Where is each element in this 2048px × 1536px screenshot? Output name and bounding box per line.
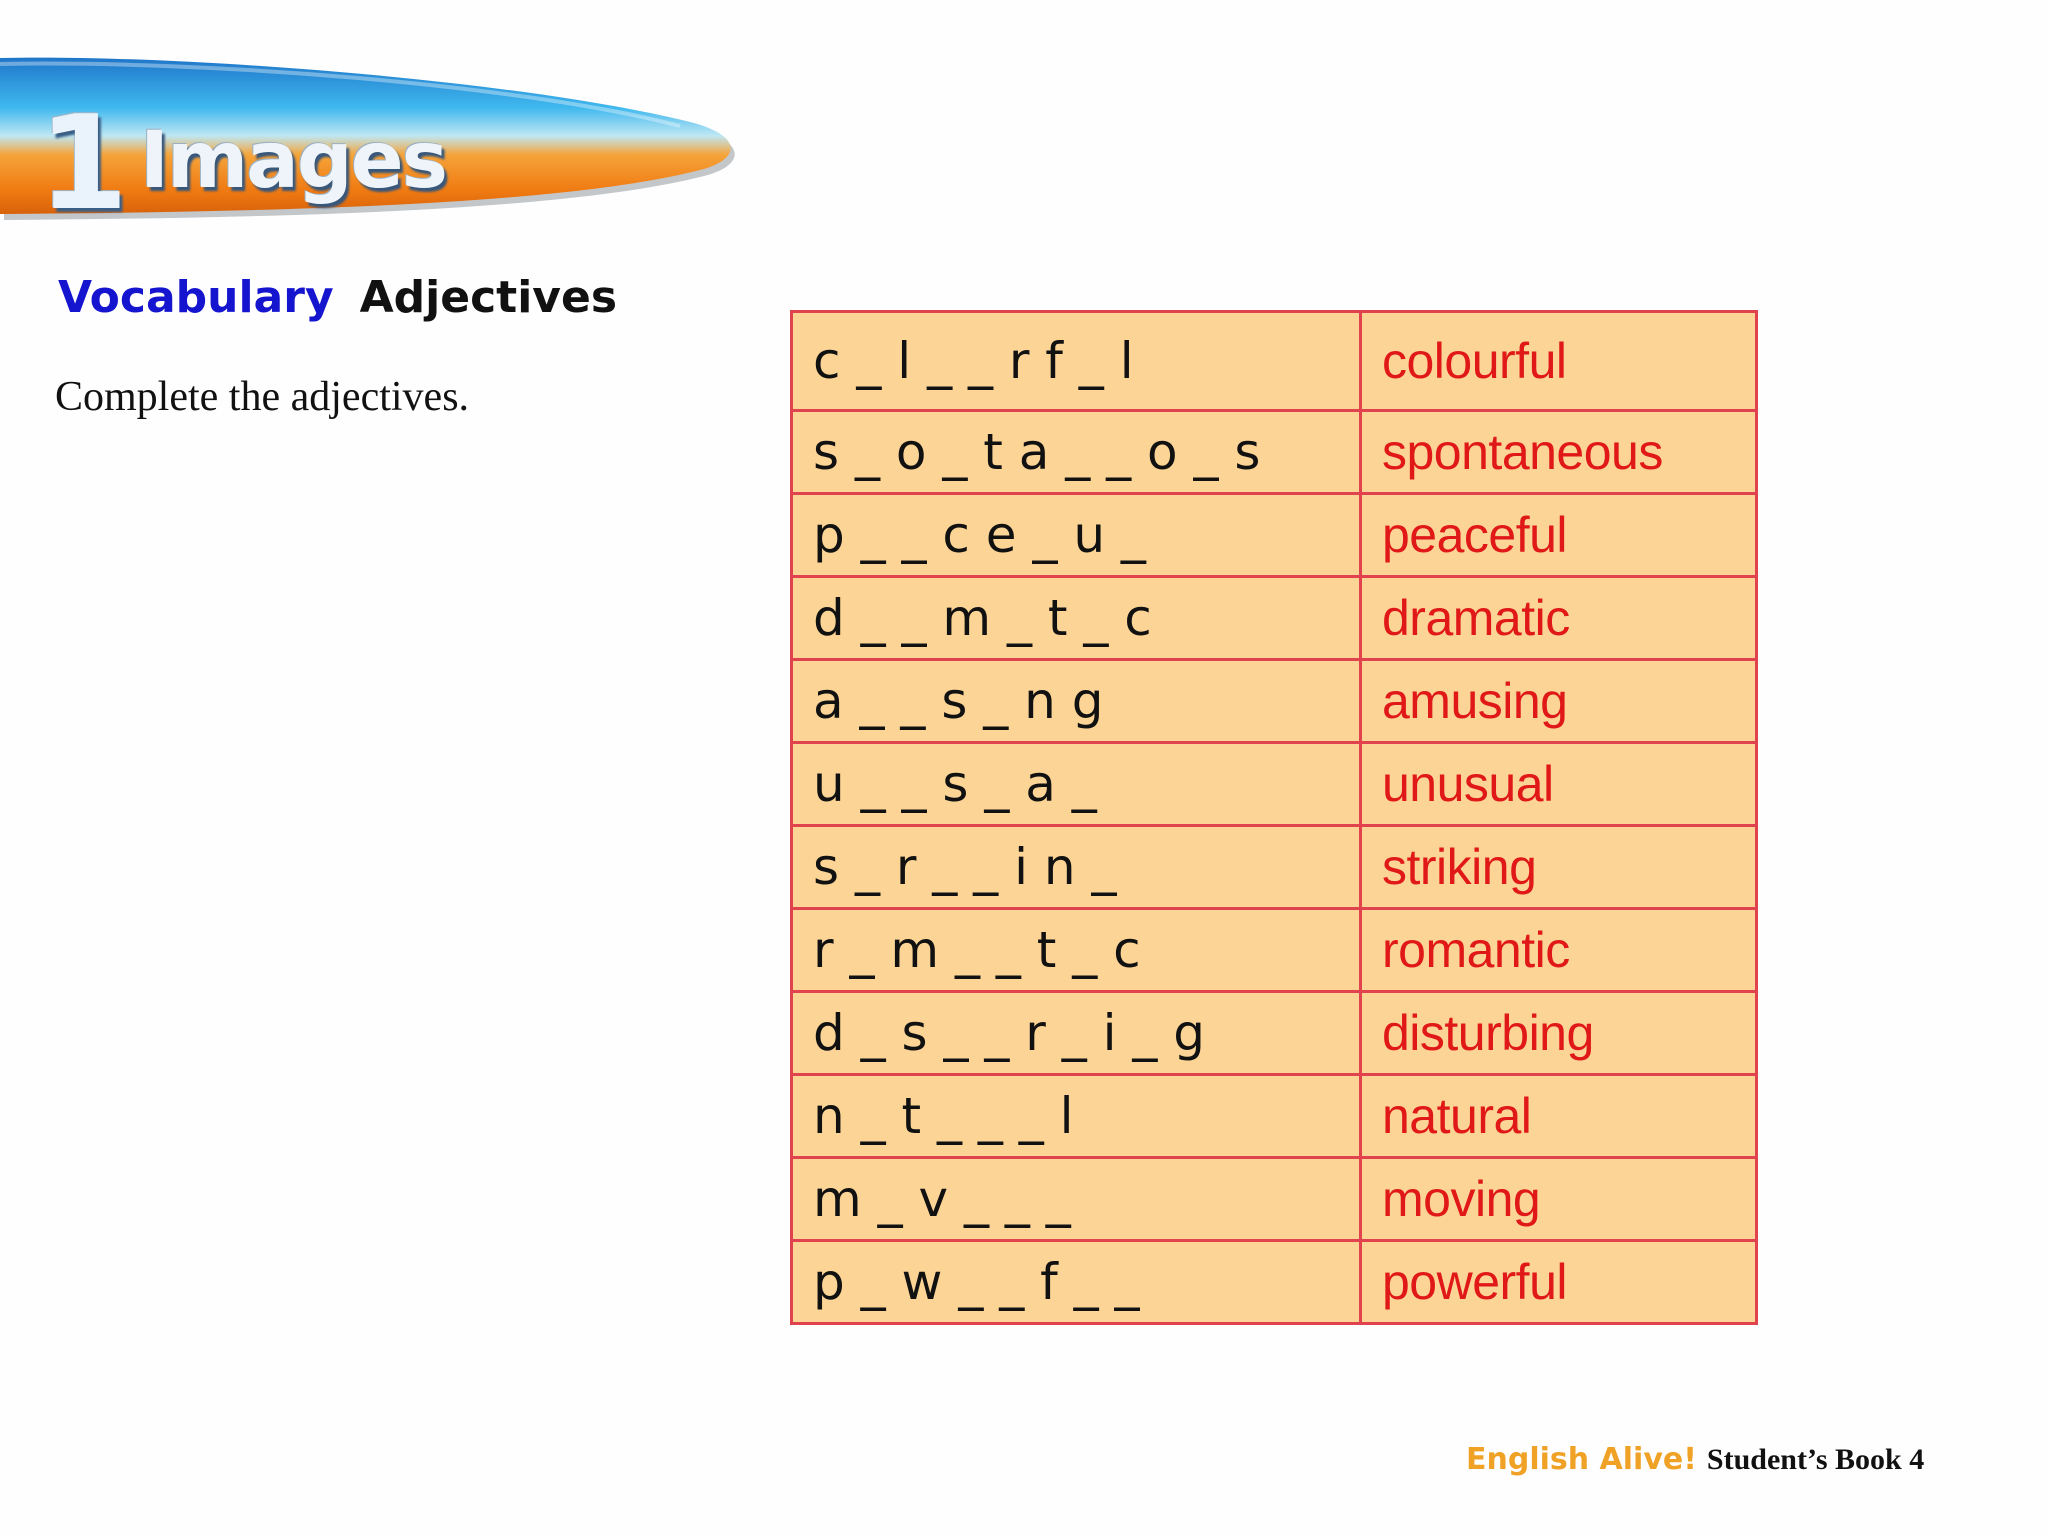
table-row: [792, 411, 1757, 494]
table-row: [792, 1075, 1757, 1158]
table-row: [792, 660, 1757, 743]
gapped-word-cell: r _ m _ _ t _ c: [792, 909, 1361, 992]
gapped-word-cell: a _ _ s _ n g: [792, 660, 1361, 743]
answer-cell: romantic: [1361, 909, 1757, 992]
gapped-word-cell: m _ v _ _ _: [792, 1158, 1361, 1241]
answer-cell: striking: [1361, 826, 1757, 909]
answer-cell: spontaneous: [1361, 411, 1757, 494]
section-heading: [58, 272, 617, 323]
answer-cell: peaceful: [1361, 494, 1757, 577]
table-row: [792, 743, 1757, 826]
unit-banner: [0, 40, 740, 240]
book-title: Student’s Book 4: [1706, 1443, 1925, 1476]
gapped-word-cell: s _ r _ _ i n _: [792, 826, 1361, 909]
answer-cell: natural: [1361, 1075, 1757, 1158]
table-row: [792, 1241, 1757, 1324]
vocabulary-table-body: [792, 312, 1757, 1324]
gapped-word-cell: p _ _ c e _ u _: [792, 494, 1361, 577]
gapped-word-cell: u _ _ s _ a _: [792, 743, 1361, 826]
brand-name: English Alive!: [1466, 1442, 1697, 1477]
answer-cell: amusing: [1361, 660, 1757, 743]
gapped-word-cell: d _ s _ _ r _ i _ g: [792, 992, 1361, 1075]
table-row: [792, 909, 1757, 992]
table-row: [792, 577, 1757, 660]
answer-cell: disturbing: [1361, 992, 1757, 1075]
answer-cell: unusual: [1361, 743, 1757, 826]
section-label: Vocabulary: [58, 272, 334, 323]
answer-cell: moving: [1361, 1158, 1757, 1241]
instruction-text: Complete the adjectives.: [55, 374, 470, 420]
gapped-word-cell: p _ w _ _ f _ _: [792, 1241, 1361, 1324]
table-row: [792, 1158, 1757, 1241]
table-row: [792, 826, 1757, 909]
gapped-word-cell: c _ l _ _ r f _ l: [792, 312, 1361, 411]
unit-number: 1: [38, 87, 129, 239]
footer-credit: [1466, 1442, 1924, 1477]
unit-title: Images: [140, 116, 447, 206]
table-row: [792, 494, 1757, 577]
table-row: [792, 992, 1757, 1075]
answer-cell: dramatic: [1361, 577, 1757, 660]
answer-cell: colourful: [1361, 312, 1757, 411]
vocabulary-table: [790, 310, 1758, 1325]
topic-label: Adjectives: [359, 272, 618, 323]
gapped-word-cell: s _ o _ t a _ _ o _ s: [792, 411, 1361, 494]
gapped-word-cell: d _ _ m _ t _ c: [792, 577, 1361, 660]
gapped-word-cell: n _ t _ _ _ l: [792, 1075, 1361, 1158]
answer-cell: powerful: [1361, 1241, 1757, 1324]
table-row: [792, 312, 1757, 411]
